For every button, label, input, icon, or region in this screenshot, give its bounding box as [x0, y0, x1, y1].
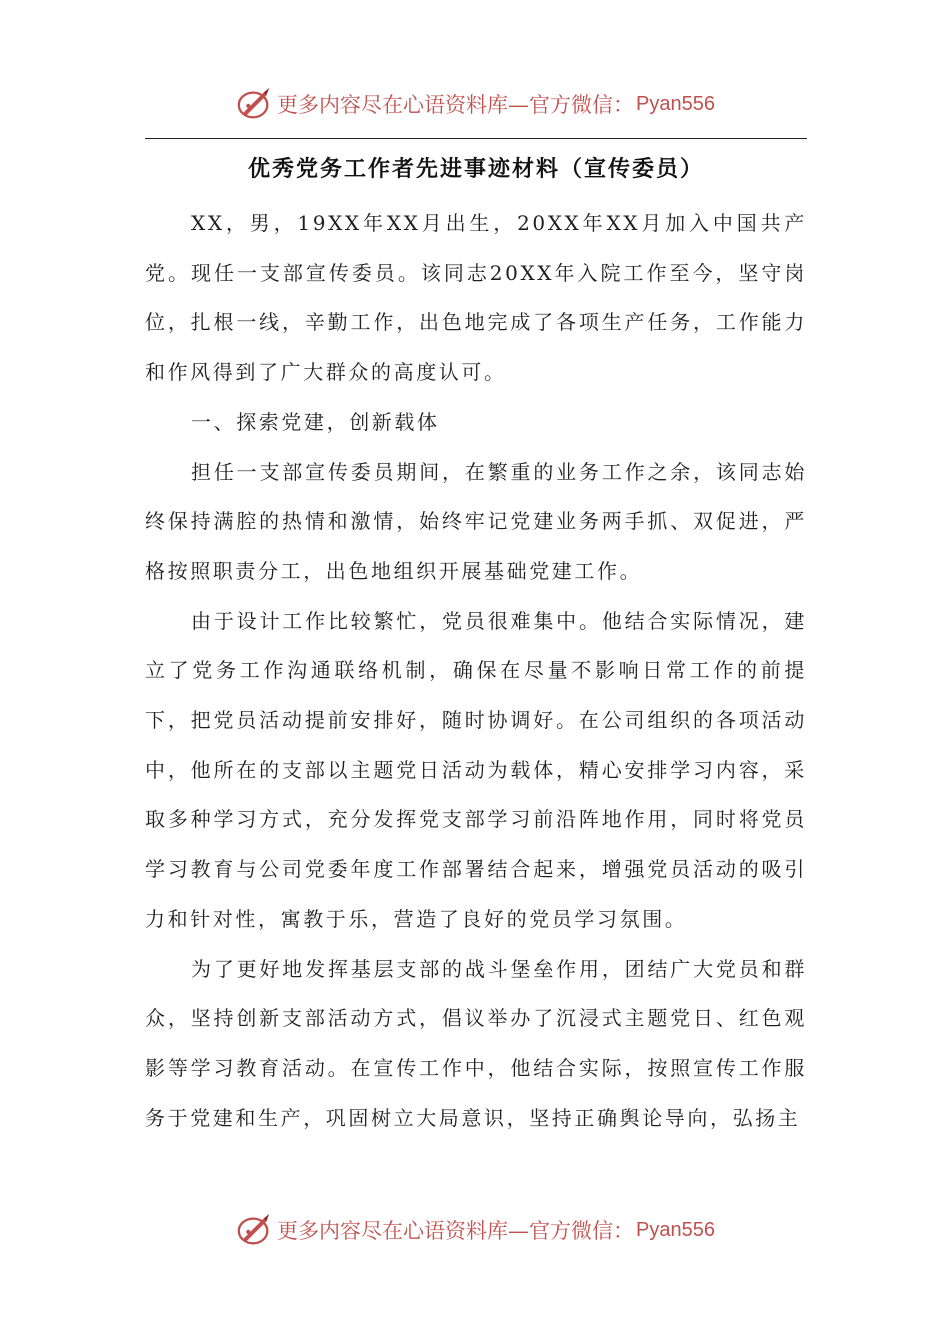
paragraph: 由于设计工作比较繁忙，党员很难集中。他结合实际情况，建立了党务工作沟通联络机制，确保在尽量不影响日常工作的前提下，把党员活动提前安排好，随时协调好。在公司组织的各项活动中，他所在的支部以主题党日活动为载体，精心安排学习内容，采取多种学习方式，充分发挥党支部学习前沿阵地作用，同时将党员学习教育与公司党委年度工作部署结合起来，增强党员活动的吸引力和针对性，寓教于乐，营造了良好的党员学习氛围。 [145, 608, 807, 931]
quill-logo-icon [235, 1211, 273, 1249]
banner-wechat-id: Pyan556 [636, 92, 715, 115]
banner-text: 更多内容尽在心语资料库—官方微信： [277, 93, 635, 117]
paragraph-intro: XX，男，19XX年XX月出生，20XX年XX月加入中国共产党。现任一支部宣传委员。该同志20XX年入院工作至今，坚守岗位，扎根一线，辛勤工作，出色地完成了各项生产任务，工作能力和作风得到了广大群众的高度认可。 [145, 211, 807, 385]
footer-banner [0, 1210, 950, 1250]
header-divider [145, 138, 807, 139]
header-banner [0, 84, 950, 124]
document-body [145, 199, 807, 1143]
quill-logo-icon [235, 85, 273, 123]
paragraph: 为了更好地发挥基层支部的战斗堡垒作用，团结广大党员和群众，坚持创新支部活动方式，倡议举办了沉浸式主题党日、红色观影等学习教育活动。在宣传工作中，他结合实际，按照宣传工作服务于党建和生产，巩固树立大局意识，坚持正确舆论导向，弘扬主 [145, 956, 807, 1130]
section-heading: 一、探索党建，创新载体 [191, 409, 440, 434]
banner-wechat-id: Pyan556 [636, 1218, 715, 1241]
document-title: 优秀党务工作者先进事迹材料（宣传委员） [247, 157, 704, 182]
paragraph: 担任一支部宣传委员期间，在繁重的业务工作之余，该同志始终保持满腔的热情和激情，始终牢记党建业务两手抓、双促进，严格按照职责分工，出色地组织开展基础党建工作。 [145, 459, 807, 583]
banner-text: 更多内容尽在心语资料库—官方微信： [277, 1219, 635, 1243]
